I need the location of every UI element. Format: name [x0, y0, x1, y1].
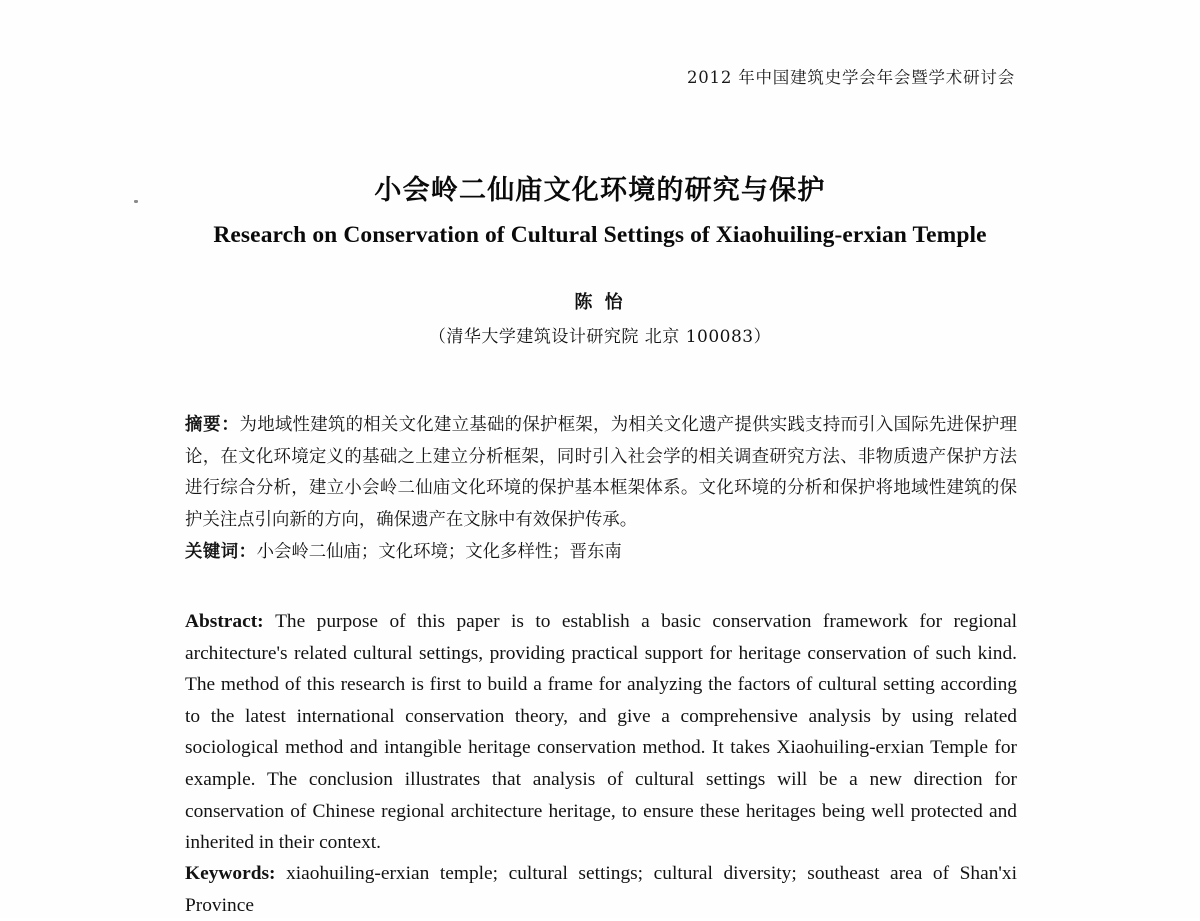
keywords-chinese-body: 小会岭二仙庙；文化环境；文化多样性；晋东南: [256, 542, 622, 562]
keywords-chinese-label: 关键词：: [185, 542, 257, 562]
keywords-chinese: [185, 537, 1017, 569]
abstract-english-label: Abstract:: [185, 611, 264, 632]
running-head: 2012 年中国建筑史学会年会暨学术研讨会: [686, 68, 1015, 87]
keywords-english: [185, 858, 1017, 921]
abstract-chinese: [185, 410, 1017, 536]
page-title-english: Research on Conservation of Cultural Settings of Xiaohuiling-erxian Temple: [213, 222, 987, 248]
keywords-english-label: Keywords:: [185, 863, 276, 884]
scan-speck-artifact: [134, 200, 138, 203]
keywords-english-body: xiaohuiling-erxian temple; cultural settings; cultural diversity; southeast area of Shan'xi Province: [185, 863, 1017, 916]
page-title-chinese: 小会岭二仙庙文化环境的研究与保护: [374, 175, 826, 206]
abstract-english: [185, 606, 1017, 859]
abstract-english-body: The purpose of this paper is to establish a basic conservation framework for regional architecture's related cultural settings, providing practical support for heritage conservation of such kind. The method of this research is first to build a frame for analyzing the factors of cultural setting according to the latest international conservation theory, and give a comprehensive analysis by using related sociological method and intangible heritage conservation method. It takes Xiaohuiling-erxian Temple for example. The conclusion illustrates that analysis of cultural settings will be a new direction for conservation of Chinese regional architecture heritage, to ensure these heritages being well protected and inherited in their context.: [185, 611, 1017, 854]
abstract-chinese-body: 为地域性建筑的相关文化建立基础的保护框架，为相关文化遗产提供实践支持而引入国际先进保护理论，在文化环境定义的基础之上建立分析框架，同时引入社会学的相关调查研究方法、非物质遗产保护方法进行综合分析，建立小会岭二仙庙文化环境的保护基本框架体系。文化环境的分析和保护将地域性建筑的保护关注点引向新的方向，确保遗产在文脉中有效保护传承。: [185, 415, 1017, 530]
author-affiliation: （清华大学建筑设计研究院 北京 100083）: [428, 327, 772, 347]
author-name: 陈 怡: [574, 292, 626, 313]
abstract-chinese-label: 摘要：: [185, 415, 240, 435]
